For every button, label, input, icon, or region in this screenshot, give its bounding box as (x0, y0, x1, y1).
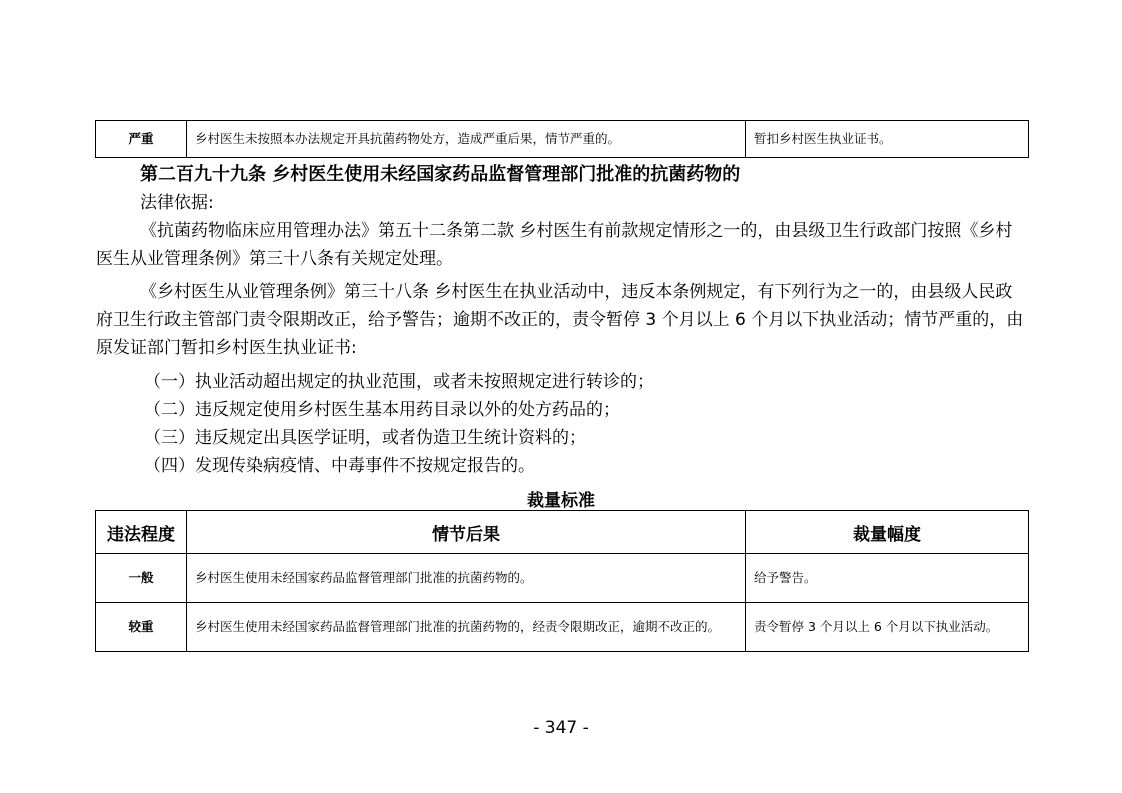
header-level: 违法程度 (96, 511, 187, 554)
table-row (96, 121, 1029, 158)
article-title: 第二百九十九条 乡村医生使用未经国家药品监督管理部门批准的抗菌药物的 (140, 164, 741, 185)
level-cell: 一般 (96, 554, 187, 603)
list-item: （二）违反规定使用乡村医生基本用药目录以外的处方药品的； (144, 400, 620, 420)
penalty-cell: 责令暂停 3 个月以上 6 个月以下执业活动。 (746, 603, 1029, 652)
level-cell: 较重 (96, 603, 187, 652)
penalty-cell: 暂扣乡村医生执业证书。 (746, 121, 1029, 158)
consequence-cell: 乡村医生使用未经国家药品监督管理部门批准的抗菌药物的。 (187, 554, 746, 603)
list-item: （三）违反规定出具医学证明，或者伪造卫生统计资料的； (144, 428, 586, 448)
previous-standard-table (95, 120, 1029, 158)
header-penalty: 裁量幅度 (746, 511, 1029, 554)
page-number: - 347 - (533, 718, 589, 738)
penalty-cell: 给予警告。 (746, 554, 1029, 603)
list-item: （四）发现传染病疫情、中毒事件不按规定报告的。 (144, 456, 535, 476)
list-item: （一）执业活动超出规定的执业范围，或者未按照规定进行转诊的； (144, 372, 654, 392)
table-header-row (96, 511, 1029, 554)
discretion-standard-table (95, 510, 1029, 652)
consequence-cell: 乡村医生未按照本办法规定开具抗菌药物处方，造成严重后果，情节严重的。 (187, 121, 746, 158)
consequence-cell: 乡村医生使用未经国家药品监督管理部门批准的抗菌药物的，经责令限期改正，逾期不改正的。 (187, 603, 746, 652)
table-row (96, 603, 1029, 652)
legal-basis-label: 法律依据: (140, 193, 214, 213)
legal-basis-paragraph-2: 《乡村医生从业管理条例》第三十八条 乡村医生在执业活动中，违反本条例规定，有下列行为之一的，由县级人民政府卫生行政主管部门责令限期改正，给予警告；逾期不改正的，责令暂停 3 个月以上 6 个月以下执业活动；情节严重的，由原发证部门暂扣乡村医生执业证书: (96, 282, 1024, 358)
table-row (96, 554, 1029, 603)
standard-title: 裁量标准 (527, 491, 595, 511)
legal-basis-paragraph-1: 《抗菌药物临床应用管理办法》第五十二条第二款 乡村医生有前款规定情形之一的，由县级卫生行政部门按照《乡村医生从业管理条例》第三十八条有关规定处理。 (96, 221, 1013, 269)
header-consequence: 情节后果 (187, 511, 746, 554)
level-cell: 严重 (96, 121, 187, 158)
